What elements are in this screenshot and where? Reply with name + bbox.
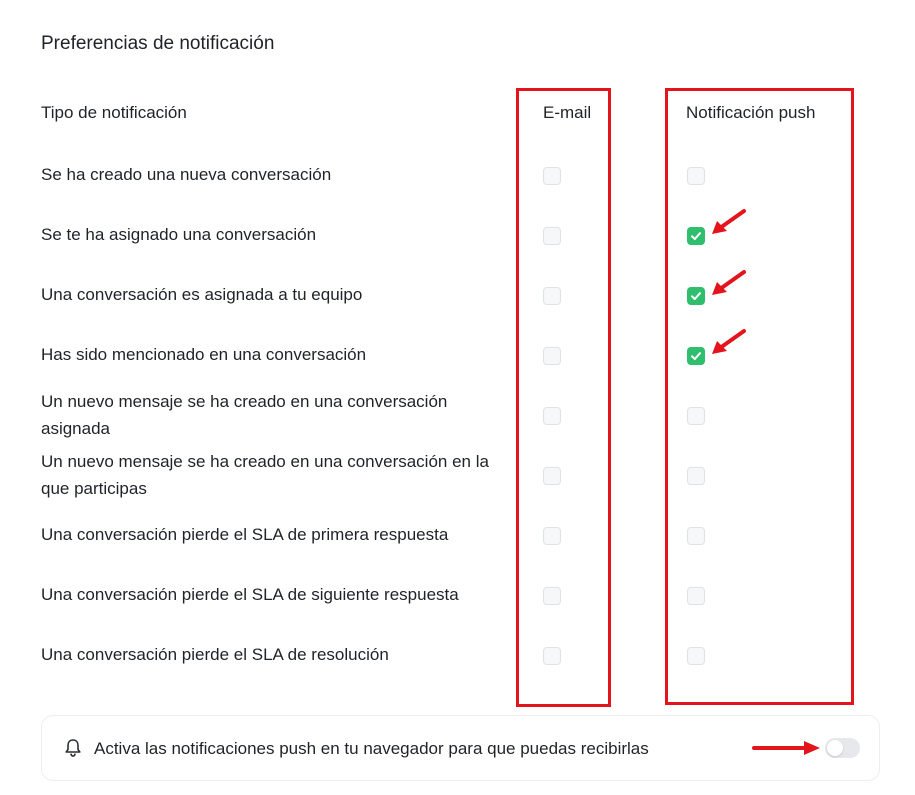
row-label-message-assigned: Un nuevo mensaje se ha creado en una conversación asignada bbox=[41, 392, 448, 438]
checkmark-icon bbox=[690, 230, 702, 242]
email-checkbox[interactable] bbox=[543, 347, 561, 365]
column-header-type: Tipo de notificación bbox=[41, 103, 187, 122]
push-checkbox[interactable] bbox=[687, 167, 705, 185]
column-header-push: Notificación push bbox=[686, 103, 816, 122]
push-checkbox[interactable] bbox=[687, 407, 705, 425]
checkmark-icon bbox=[690, 290, 702, 302]
email-checkbox[interactable] bbox=[543, 527, 561, 545]
row-label-sla-next-response: Una conversación pierde el SLA de siguiente respuesta bbox=[41, 585, 459, 604]
annotation-arrow-icon bbox=[708, 207, 748, 237]
push-checkbox[interactable] bbox=[687, 467, 705, 485]
push-checkbox[interactable] bbox=[687, 347, 705, 365]
section-title: Preferencias de notificación bbox=[41, 33, 275, 54]
annotation-arrow-icon bbox=[708, 327, 748, 357]
row-label-assigned-to-you: Se te ha asignado una conversación bbox=[41, 225, 317, 244]
row-label-assigned-to-team: Una conversación es asignada a tu equipo bbox=[41, 285, 363, 304]
email-checkbox[interactable] bbox=[543, 287, 561, 305]
email-checkbox[interactable] bbox=[543, 167, 561, 185]
row-label-sla-first-response: Una conversación pierde el SLA de primera respuesta bbox=[41, 525, 449, 544]
email-checkbox[interactable] bbox=[543, 227, 561, 245]
bell-icon bbox=[64, 738, 82, 758]
email-column-highlight bbox=[516, 88, 611, 707]
column-header-email: E-mail bbox=[543, 103, 592, 122]
push-checkbox[interactable] bbox=[687, 227, 705, 245]
push-browser-toggle[interactable] bbox=[825, 738, 860, 758]
email-checkbox[interactable] bbox=[543, 407, 561, 425]
push-checkbox[interactable] bbox=[687, 287, 705, 305]
row-label-sla-resolution: Una conversación pierde el SLA de resolución bbox=[41, 645, 389, 664]
annotation-arrow-icon bbox=[708, 268, 748, 298]
push-checkbox[interactable] bbox=[687, 587, 705, 605]
push-checkbox[interactable] bbox=[687, 527, 705, 545]
banner-text: Activa las notificaciones push en tu navegador para que puedas recibirlas bbox=[94, 739, 649, 758]
email-checkbox[interactable] bbox=[543, 647, 561, 665]
push-checkbox[interactable] bbox=[687, 647, 705, 665]
row-label-message-participating: Un nuevo mensaje se ha creado en una conversación en la que participas bbox=[41, 452, 489, 498]
toggle-knob bbox=[827, 740, 843, 756]
email-checkbox[interactable] bbox=[543, 587, 561, 605]
row-label-new-conversation: Se ha creado una nueva conversación bbox=[41, 165, 332, 184]
email-checkbox[interactable] bbox=[543, 467, 561, 485]
row-label-mentioned: Has sido mencionado en una conversación bbox=[41, 345, 367, 364]
checkmark-icon bbox=[690, 350, 702, 362]
